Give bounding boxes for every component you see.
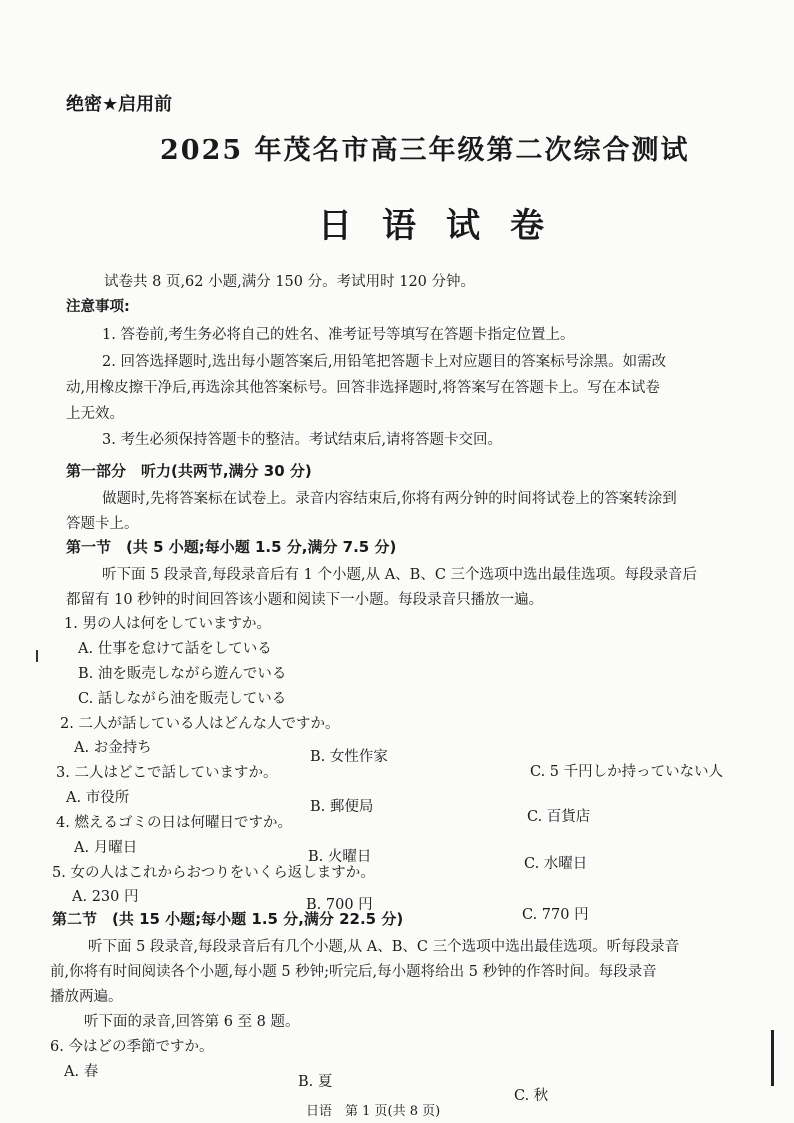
q4-option-c: C. 水曜日	[524, 856, 588, 872]
q6-option-c: C. 秋	[514, 1088, 549, 1104]
subject-title: 日语试卷	[318, 206, 574, 246]
section2-sub-intro: 听下面的录音,回答第 6 至 8 题。	[84, 1014, 300, 1030]
question-6: 6. 今はどの季節ですか。	[50, 1039, 214, 1055]
note-1: 1. 答卷前,考生务必将自己的姓名、准考证号等填写在答题卡指定位置上。	[102, 327, 575, 343]
q3-option-c: C. 百貨店	[527, 809, 591, 825]
section2-desc-line1: 听下面 5 段录音,每段录音后有几个小题,从 A、B、C 三个选项中选出最佳选项。听每段录音	[88, 939, 680, 955]
scan-edge-mark	[771, 1030, 774, 1086]
note-2-line2: 动,用橡皮擦干净后,再选涂其他答案标号。回答非选择题时,将答案写在答题卡上。写在本试卷	[66, 380, 660, 396]
note-2-line1: 2. 回答选择题时,选出每小题答案后,用铅笔把答题卡上对应题目的答案标号涂黑。如需改	[102, 354, 667, 370]
notes-heading: 注意事项:	[66, 299, 130, 315]
q1-option-c: C. 話しながら油を販売している	[78, 691, 287, 707]
q6-option-a: A. 春	[64, 1064, 99, 1080]
q1-option-a: A. 仕事を怠けて話をしている	[78, 641, 272, 657]
q3-option-a: A. 市役所	[66, 790, 130, 806]
question-2: 2. 二人が話している人はどんな人ですか。	[60, 716, 340, 732]
question-4: 4. 燃えるゴミの日は何曜日ですか。	[56, 815, 292, 831]
part1-desc-line2: 答题卡上。	[66, 516, 139, 532]
question-1: 1. 男の人は何をしていますか。	[64, 616, 271, 632]
q4-option-b: B. 火曜日	[308, 849, 372, 865]
exam-summary: 试卷共 8 页,62 小题,满分 150 分。考试用时 120 分钟。	[104, 274, 476, 290]
q2-option-c: C. 5 千円しか持っていない人	[530, 764, 724, 780]
q5-option-c: C. 770 円	[522, 907, 589, 923]
q6-option-b: B. 夏	[298, 1074, 333, 1090]
section2-desc-line3: 播放两遍。	[50, 989, 123, 1005]
page-footer: 日语 第 1 页(共 8 页)	[306, 1104, 441, 1119]
section2-desc-line2: 前,你将有时间阅读各个小题,每小题 5 秒钟;听完后,每小题将给出 5 秒钟的作答时间。每段录音	[50, 964, 657, 980]
note-2-line3: 上无效。	[66, 406, 124, 422]
q5-option-b: B. 700 円	[306, 897, 373, 913]
q3-option-b: B. 郵便局	[310, 799, 374, 815]
part1-desc-line1: 做题时,先将答案标在试卷上。录音内容结束后,你将有两分钟的时间将试卷上的答案转涂到	[102, 491, 677, 507]
part1-heading: 第一部分 听力(共两节,满分 30 分)	[66, 462, 312, 480]
q1-option-b: B. 油を販売しながら遊んでいる	[78, 666, 287, 682]
confidential-label: 绝密★启用前	[66, 94, 173, 115]
section1-desc-line2: 都留有 10 秒钟的时间回答该小题和阅读下一小题。每段录音只播放一遍。	[66, 592, 544, 608]
question-3: 3. 二人はどこで話していますか。	[56, 765, 278, 781]
section1-desc-line1: 听下面 5 段录音,每段录音后有 1 个小题,从 A、B、C 三个选项中选出最佳选项。每段录音后	[102, 567, 698, 583]
q5-option-a: A. 230 円	[72, 889, 139, 905]
scan-margin-mark	[36, 650, 38, 662]
exam-title: 2025 年茂名市高三年级第二次综合测试	[160, 135, 690, 166]
q4-option-a: A. 月曜日	[74, 840, 138, 856]
q2-option-a: A. お金持ち	[74, 740, 152, 756]
question-5: 5. 女の人はこれからおつりをいくら返しますか。	[52, 865, 375, 881]
note-3: 3. 考生必须保持答题卡的整洁。考试结束后,请将答题卡交回。	[102, 432, 503, 448]
q2-option-b: B. 女性作家	[310, 749, 388, 765]
section2-heading: 第二节 (共 15 小题;每小题 1.5 分,满分 22.5 分)	[52, 910, 404, 928]
section1-heading: 第一节 (共 5 小题;每小题 1.5 分,满分 7.5 分)	[66, 538, 397, 556]
